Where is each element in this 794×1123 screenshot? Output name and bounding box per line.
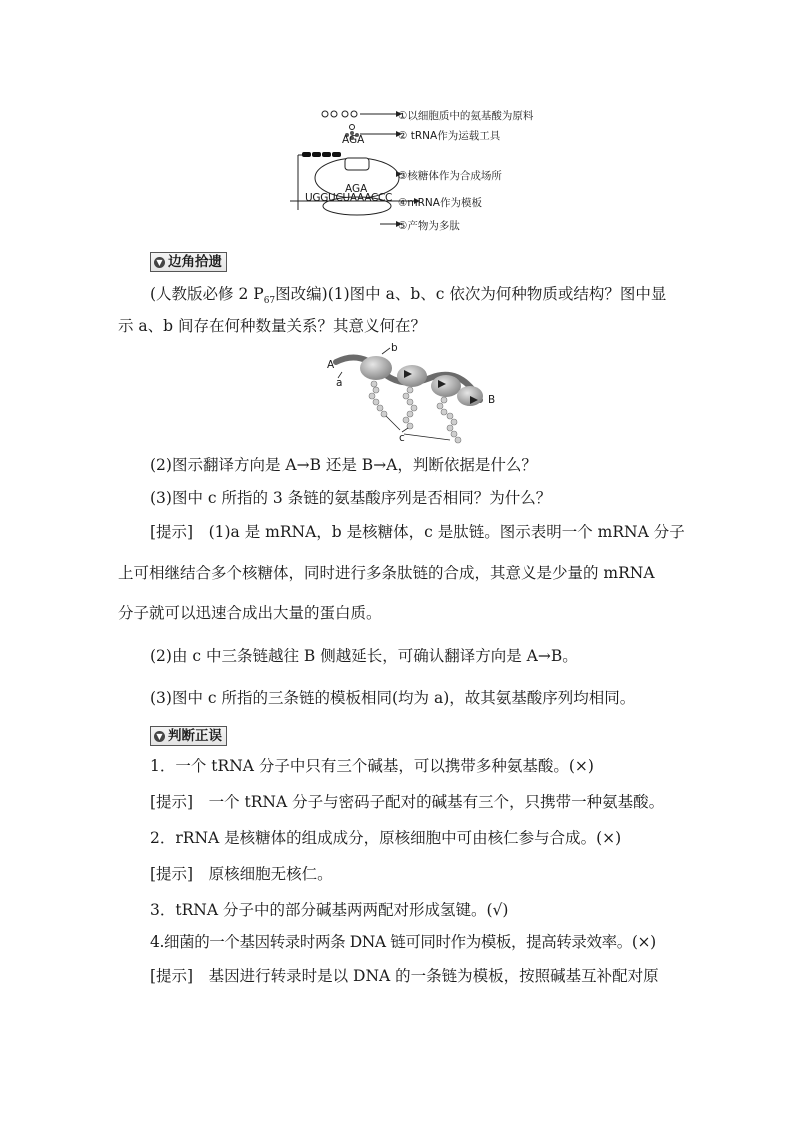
figure2-label-c: c xyxy=(399,432,405,444)
anticodon-top-label: AGA xyxy=(342,134,365,146)
section-title: 判断正误 xyxy=(168,728,222,744)
chevron-down-circle-icon: ▼ xyxy=(154,257,165,268)
section-header-marginalia xyxy=(150,252,227,272)
hint-statement-1: [提示] 一个 tRNA 分子与密码子配对的碱基有三个，只携带一种氨基酸。 xyxy=(150,793,665,811)
figure2-label-A: A xyxy=(327,359,335,371)
hint-1-line-1: [提示] (1)a 是 mRNA，b 是核糖体，c 是肽链。图示表明一个 mRNA 分子 xyxy=(150,523,685,541)
hint-1-line-2: 上可相继结合多个核糖体，同时进行多条肽链的合成，其意义是少量的 mRNA xyxy=(118,564,655,582)
figure2-label-B: B xyxy=(488,394,496,406)
question-2: (2)图示翻译方向是 A→B 还是 B→A，判断依据是什么？ xyxy=(150,456,537,474)
hint-1-line-5: (3)图中 c 所指的三条链的模板相同(均为 a)，故其氨基酸序列均相同。 xyxy=(150,689,636,707)
hint-statement-2: [提示] 原核细胞无核仁。 xyxy=(150,865,333,883)
question-3: (3)图中 c 所指的 3 条链的氨基酸序列是否相同？为什么？ xyxy=(150,489,552,507)
mrna-sequence-label: UGGUCUAAACCC xyxy=(305,192,393,204)
figure1-label-1: ①以细胞质中的氨基酸为原料 xyxy=(398,110,534,122)
chevron-down-circle-icon: ▼ xyxy=(154,731,165,742)
question-1-line-2: 示 a、b 间存在何种数量关系？其意义何在？ xyxy=(118,317,427,335)
figure1-label-3: ③核糖体作为合成场所 xyxy=(398,170,502,182)
figure2-label-a: a xyxy=(336,377,343,389)
figure1-label-4: ④mRNA作为模板 xyxy=(398,197,482,209)
section-title: 边角拾遗 xyxy=(168,254,222,270)
question-1-line-1: (人教版必修 2 $P_{67}$图改编)(1)图中 a、b、c 依次为何种物质或结构？图中显 xyxy=(150,285,667,307)
polyribosome-figure xyxy=(320,340,510,450)
hint-1-line-3: 分子就可以迅速合成出大量的蛋白质。 xyxy=(118,604,382,622)
figure1-label-5: ⑤产物为多肽 xyxy=(398,220,460,232)
hint-statement-4: [提示] 基因进行转录时是以 DNA 的一条链为模板，按照碱基互补配对原 xyxy=(150,967,659,985)
figure2-label-b: b xyxy=(391,342,398,354)
figure1-label-2: ② tRNA作为运载工具 xyxy=(398,130,501,142)
statement-2: 2．rRNA 是核糖体的组成成分，原核细胞中可由核仁参与合成。(×) xyxy=(150,829,622,847)
anticodon-mid-label: AGA xyxy=(345,183,368,195)
statement-1: 1．一个 tRNA 分子中只有三个碱基，可以携带多种氨基酸。(×) xyxy=(150,757,594,775)
statement-4: 4.细菌的一个基因转录时两条 DNA 链可同时作为模板，提高转录效率。(×) xyxy=(150,933,656,951)
section-header-judge xyxy=(150,726,227,746)
statement-3: 3．tRNA 分子中的部分碱基两两配对形成氢键。(√) xyxy=(150,901,509,919)
hint-1-line-4: (2)由 c 中三条链越往 B 侧越延长，可确认翻译方向是 A→B。 xyxy=(150,647,578,665)
